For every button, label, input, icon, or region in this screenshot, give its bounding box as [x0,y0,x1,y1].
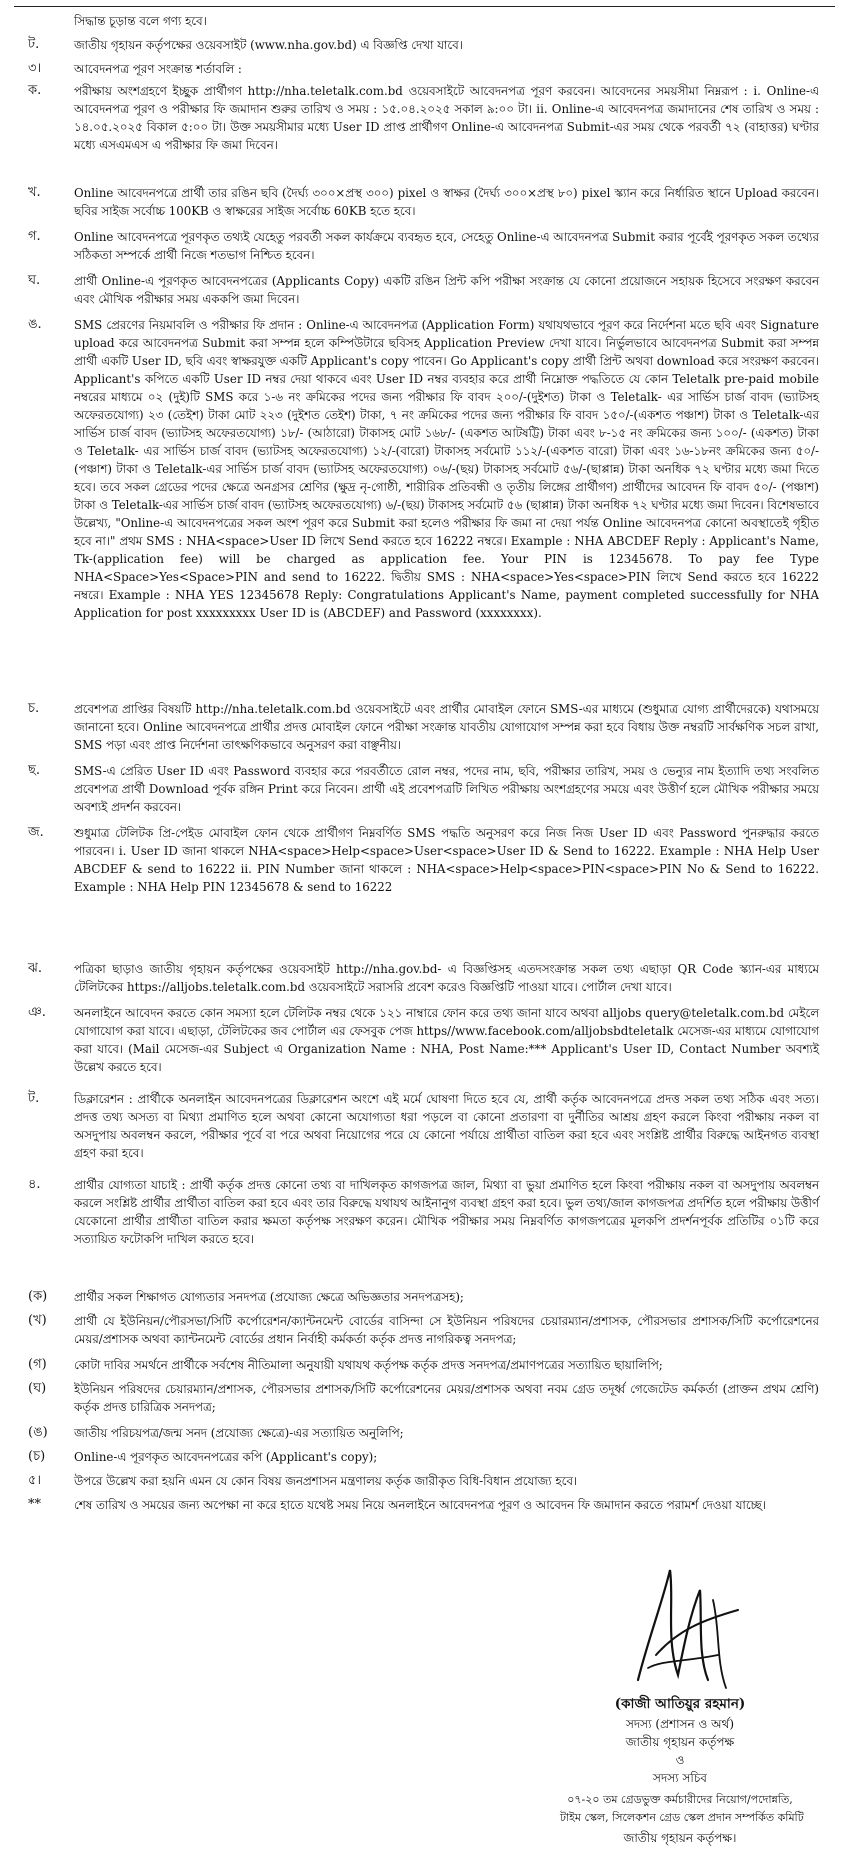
paragraph-label: ঘ. [28,273,41,288]
paragraph-text: জাতীয় গৃহায়ন কর্তৃপক্ষের ওয়েবসাইট (www.nha.gov.bd) এ বিজ্ঞপ্তি দেখা যাবে। [74,38,463,52]
paragraph [0,316,849,688]
paragraph-text: প্রার্থীর সকল শিক্ষাগত যোগ্যতার সনদপত্র (প্রযোজ্য ক্ষেত্রে অভিজ্ঞতার সনদপত্রসহ); [74,1290,464,1304]
paragraph-label: ট. [28,1091,40,1106]
paragraph-text: শুধুমাত্র টেলিটক প্রি-পেইড মোবাইল ফোন থেকে প্রার্থীগণ নিম্নবর্ণিত SMS পদ্ধতি অনুসরণ করে নিজ নিজ User ID এবং Password পুনরুদ্ধার করতে পারবেন। i. User ID জানা থাকলে NHA<space>Help<space>User<space>User ID & Send to 16222. Example : NHA Help User ABCDEF & send to 16222 ii. PIN Number জানা থাকলে : NHA<space>Help<space>PIN<space>PIN No & Send to 16222. Example : NHA Help PIN 12345678 & send to 16222 [74,826,819,894]
paragraph-text: প্রবেশপত্র প্রাপ্তির বিষয়টি http://nha.teletalk.com.bd ওয়েবসাইটে এবং প্রার্থীর মোবাইল ফোনে SMS-এর মাধ্যমে (শুধুমাত্র যোগ্য প্রার্থীদেরকে) যথাসময়ে জানানো হবে। Online আবেদনপত্রে প্রার্থীর প্রদত্ত মোবাইল ফোনে পরীক্ষা সংক্রান্ত যাবতীয় যোগাযোগ সম্পন্ন করা হবে বিধায় উক্ত নম্বরটি সার্বক্ষণিক সচল রাখা, SMS পড়া এবং প্রাপ্ত নির্দেশনা তাৎক্ষণিকভাবে অনুসরণ করা বাঞ্ছনীয়। [74,702,819,752]
paragraph [0,82,849,180]
list-item [0,1380,849,1420]
paragraph-label: ছ. [28,763,41,778]
top-rule [14,6,835,7]
paragraph-text: জাতীয় পরিচয়পত্র/জন্ম সনদ (প্রযোজ্য ক্ষেত্রে)-এর সত্যায়িত অনুলিপি; [74,1426,404,1440]
signatory-name: (কাজী আতিয়ুর রহমান) [614,1696,746,1712]
paragraph [0,1090,849,1168]
signatory-organization: জাতীয় গৃহায়ন কর্তৃপক্ষ [625,1735,735,1749]
list-item [0,1356,849,1376]
paragraph-text: অনলাইনে আবেদন করতে কোন সমস্যা হলে টেলিটক নম্বর থেকে ১২১ নাম্বারে ফোন করে তথ্য জানা যাবে অথবা alljobs query@teletalk.com.bd মেইলে যোগাযোগ করা যাবে। এছাড়া, টেলিটকের জব পোর্টাল এর ফেসবুক পেজ https//www.facebook.com/alljobsbdteletalk মেসেজ-এর মাধ্যমে যোগাযোগ করা যাবে। (Mail মেসেজ-এর Subject এ Organization Name : NHA, Post Name:*** Applicant's User ID, Contact Number অবশ্যই উল্লেখ করতে হবে। [74,1006,819,1074]
paragraph-text: প্রার্থীর যোগ্যতা যাচাই : প্রার্থী কর্তৃক প্রদত্ত কোনো তথ্য বা দাখিলকৃত কাগজপত্র জাল, মিথ্যা বা ভুয়া প্রমাণিত হলে কিংবা পরীক্ষায় নকল বা অসদুপায় অবলম্বন করলে সংশ্লিষ্ট প্রার্থীর প্রার্থীতা বাতিল করা হবে এবং তার বিরুদ্ধে যথাযথ আইনানুগ ব্যবস্থা গ্রহণ করা হবে। ভুল তথ্য/জাল কাগজপত্র প্রদর্শিত হলে পরীক্ষায় উত্তীর্ণ যেকোনো প্রার্থীর প্রার্থীতা বাতিল করার ক্ষমতা কর্তৃপক্ষ সংরক্ষণ করেন। মৌখিক পরীক্ষার সময় নিম্নবর্ণিত কাগজপত্রের মূলকপি প্রদর্শনপূর্বক প্রতিটির ০১টি করে সত্যায়িত ফটোকপি দাখিল করতে হবে। [74,1178,819,1246]
paragraph-label: ঞ. [28,1005,46,1020]
paragraph-label: ঝ. [28,961,42,976]
paragraph-text: উপরে উল্লেখ করা হয়নি এমন যে কোন বিষয় জনপ্রশাসন মন্ত্রণালয় কর্তৃক জারীকৃত বিধি-বিধান প্রযোজ্য হবে। [74,1474,578,1488]
paragraph [0,228,849,268]
paragraph-label: (চ) [28,1449,46,1464]
paragraph [0,272,849,312]
paragraph-label: (ক) [28,1289,48,1304]
paragraph [0,824,849,944]
paragraph-text: SMS প্রেরণের নিয়মাবলি ও পরীক্ষার ফি প্রদান : Online-এ আবেদনপত্র (Application Form) যথাযথভাবে পূরণ করে নির্দেশনা মতে ছবি এবং Signature upload করে আবেদনপত্র Submit করা সম্পন্ন হলে কম্পিউটারে ছবিসহ Application Preview দেখা যাবে। নির্ভুলভাবে আবেদনপত্র Submit করা সম্পন্ন প্রার্থী একটি User ID, ছবি এবং স্বাক্ষরযুক্ত একটি Applicant's copy পাবেন। Go Applicant's copy প্রার্থী প্রিন্ট অথবা download করে সংরক্ষণ করবেন। Applicant's কপিতে একটি User ID নম্বর দেয়া থাকবে এবং User ID নম্বর ব্যবহার করে প্রার্থী নিম্নোক্ত পদ্ধতিতে যে কোন Teletalk pre-paid mobile নম্বরের মাধ্যমে ০২ (দুই)টি SMS করে ১-৬ নং ক্রমিকের পদের জন্য পরীক্ষার ফি বাবদ ২০০/-(দুইশত) টাকা ও Teletalk- এর সার্ভিস চার্জ বাবদ (ভ্যাটসহ অফেরতযোগ্য) ২৩ (তেইশ) টাকা মোট ২২৩ (দুইশত তেইশ) টাকা, ৭ নং ক্রমিকের পদের জন্য পরীক্ষার ফি বাবদ ১৫০/-(একশত পঞ্চাশ) টাকা ও Teletalk-এর সার্ভিস চার্জ বাবদ (ভ্যাটসহ অফেরতযোগ্য) ১৮/- (আঠারো) টাকাসহ মোট ১৬৮/- (একশত আটষট্টি) টাকা এবং ৮-১৫ নং ক্রমিকের জন্য ১০০/- (একশত) টাকা ও Teletalk- এর সার্ভিস চার্জ বাবদ (ভ্যাটসহ অফেরতযোগ্য) ১২/-(বারো) টাকাসহ সর্বমোট ১১২/-(একশত বারো) টাকা এবং ১৬-১৮নং ক্রমিকের জন্য ৫০/- (পঞ্চাশ) টাকা ও Teletalk-এর সার্ভিস চার্জ বাবদ (ভ্যাটসহ অফেরতযোগ্য) ০৬/-(ছয়) টাকাসহ সর্বমোট ৫৬/-(ছাপ্পান্ন) টাকা অনধিক ৭২ ঘণ্টার মধ্যে জমা দিতে হবে। তবে সকল গ্রেডের পদের ক্ষেত্রে অনগ্রসর শ্রেণির (ক্ষুদ্র নৃ-গোষ্ঠী, শারীরিক প্রতিবন্ধী ও তৃতীয় লিঙ্গের প্রার্থীগণ) প্রার্থীদের আবেদন ফি বাবদ ৫০/- (পঞ্চাশ) টাকা ও Teletalk-এর সার্ভিস চার্জ বাবদ (ভ্যাটসহ অফেরতযোগ্য) ৬/-(ছয়) টাকাসহ সর্বমোট ৫৬ (ছাপ্পান্ন) টাকা অনধিক ৭২ ঘণ্টার মধ্যে জমা দিবেন। বিশেষভাবে উল্লেখ্য, "Online-এ আবেদনপত্রের সকল অংশ পূরণ করে Submit করা হলেও পরীক্ষার ফি জমা না দেয়া পর্যন্ত Online আবেদনপত্র কোনো অবস্থাতেই গৃহীত হবে না।" প্রথম SMS : NHA<space>User ID লিখে Send করতে হবে 16222 নম্বরে। Example : NHA ABCDEF Reply : Applicant's Name, Tk-(application fee) will be charged as application fee. Your PIN is 12345678. To pay fee Type NHA<Space>Yes<Space>PIN and send to 16222. দ্বিতীয় SMS : NHA<space>Yes<space>PIN লিখে Send করতে হবে 16222 নম্বরে। Example : NHA YES 12345678 Reply: Congratulations Applicant's Name, payment completed successfully for NHA Application for post xxxxxxxxx User ID is (ABCDEF) and Password (xxxxxxxx). [74,318,819,620]
paragraph-text: Online আবেদনপত্রে প্রার্থী তার রঙিন ছবি (দৈর্ঘ্য ৩০০×প্রস্থ ৩০০) pixel ও স্বাক্ষর (দৈর্ঘ্য ৩০০×প্রস্থ ৮০) pixel স্ক্যান করে নির্ধারিত স্থানে Upload করবেন। ছবির সাইজ সর্বোচ্চ 100KB ও স্বাক্ষরের সাইজ সর্বোচ্চ 60KB হতে হবে। [74,186,819,218]
paragraph-text: প্রার্থী Online-এ পূরণকৃত আবেদনপত্রের (Applicants Copy) একটি রঙিন প্রিন্ট কপি পরীক্ষা সংক্রান্ত যে কোনো প্রয়োজনে সহায়ক হিসেবে সংরক্ষণ করবেন এবং মৌখিক পরীক্ষার সময় এককপি জমা দিবেন। [74,274,819,306]
paragraph [0,1472,849,1492]
paragraph-text: Online-এ পূরণকৃত আবেদনপত্রের কপি (Applicant's copy); [74,1450,378,1464]
paragraph-label: ৩। [28,61,42,76]
paragraph [0,1496,849,1536]
committee-line-2: টাইম স্কেল, সিলেকশন গ্রেড স্কেল প্রদান সম্পর্কিত কমিটি [560,1811,804,1824]
paragraph-text: পরীক্ষায় অংশগ্রহণে ইচ্ছুক প্রার্থীগণ http://nha.teletalk.com.bd ওয়েবসাইটে আবেদনপত্র পূরণ করবেন। আবেদনের সময়সীমা নিম্নরূপ : i. Online-এ আবেদনপত্র পূরণ ও পরীক্ষার ফি জমাদান শুরুর তারিখ ও সময় : ১৫.০৪.২০২৫ সকাল ৯:০০ টা। ii. Online-এ আবেদনপত্র জমাদানের শেষ তারিখ ও সময় : ১৪.০৫.২০২৫ বিকাল ৫:০০ টা। উক্ত সময়সীমার মধ্যে User ID প্রাপ্ত প্রার্থীগণ Online-এ আবেদনপত্র Submit-এর সময় থেকে পরবর্তী ৭২ (বাহাত্তর) ঘণ্টার মধ্যে এসএমএস এ পরীক্ষার ফি জমা দিবেন। [74,84,819,152]
paragraph-text: পত্রিকা ছাড়াও জাতীয় গৃহায়ন কর্তৃপক্ষের ওয়েবসাইট http://nha.gov.bd- এ বিজ্ঞপ্তিসহ এতদসংক্রান্ত সকল তথ্য এছাড়া QR Code স্ক্যান-এর মাধ্যমে টেলিটকের https://alljobs.teletalk.com.bd ওয়েবসাইটে সরাসরি প্রবেশ করেও বিজ্ঞপ্তিটি পাওয়া যাবে। পোর্টাল দেখা যাবে। [74,962,819,994]
paragraph-text: প্রার্থী যে ইউনিয়ন/পৌরসভা/সিটি কর্পোরেশন/ক্যান্টনমেন্ট বোর্ডের বাসিন্দা সে ইউনিয়ন পরিষদের চেয়ারম্যান/প্রশাসক, পৌরসভার প্রশাসক/সিটি কর্পোরেশনের মেয়র/প্রশাসক অথবা ক্যান্টনমেন্ট বোর্ডের প্রধান নির্বাহী কর্মকর্তা কর্তৃক প্রদত্ত নাগরিকত্ব সনদপত্র; [74,1314,819,1346]
paragraph-label: গ. [28,229,41,244]
paragraph-text: শেষ তারিখ ও সময়ের জন্য অপেক্ষা না করে হাতে যথেষ্ট সময় নিয়ে অনলাইনে আবেদনপত্র পূরণ ও আবেদন ফি জমাদান করতে পরামর্শ দেওয়া যাচ্ছে। [74,1498,766,1512]
paragraph-label: চ. [28,701,40,716]
signature-block [560,1555,804,1855]
paragraph-text: ডিক্লারেশন : প্রার্থীকে অনলাইন আবেদনপত্রের ডিক্লারেশন অংশে এই মর্মে ঘোষণা দিতে হবে যে, প্রার্থী কর্তৃক আবেদনপত্রে প্রদত্ত সকল তথ্য সঠিক এবং সত্য। প্রদত্ত তথ্য অসত্য বা মিথ্যা প্রমাণিত হলে অথবা কোনো অযোগ্যতা ধরা পড়লে বা কোনো প্রতারণা বা দুর্নীতির আশ্রয় গ্রহণ করলে কিংবা পরীক্ষায় নকল বা অসদুপায় অবলম্বন করলে, পরীক্ষার পূর্বে বা পরে অথবা নিয়োগের পরে যে কোনো পর্যায়ে প্রার্থীতা বাতিল করা হবে এবং সংশ্লিষ্ট প্রার্থীর বিরুদ্ধে আইনগত ব্যবস্থা গ্রহণ করা হবে। [74,1092,819,1160]
paragraph [0,36,849,56]
paragraph [0,184,849,224]
paragraph-label: ** [28,1497,41,1512]
paragraph-label: ৫। [28,1473,42,1488]
section-heading [0,60,849,80]
paragraph [0,960,849,1000]
paragraph-label: জ. [28,825,44,840]
list-item [0,1424,849,1444]
paragraph-label: খ. [28,185,41,200]
paragraph [0,1004,849,1082]
signatory-conjunction: ও [675,1753,685,1767]
list-item [0,1312,849,1352]
paragraph-text: Online আবেদনপত্রে পূরণকৃত তথ্যই যেহেতু পরবর্তী সকল কার্যক্রমে ব্যবহৃত হবে, সেহেতু Online-এ আবেদনপত্র Submit করার পূর্বেই পূরণকৃত সকল তথ্যের সঠিকতা সম্পর্কে প্রার্থী নিজে শতভাগ নিশ্চিত হবেন। [74,230,819,262]
signatory-title-2: সদস্য সচিব [653,1771,707,1785]
paragraph-label: (গ) [28,1357,47,1372]
paragraph-label: ক. [28,83,42,98]
signatory-title: সদস্য (প্রশাসন ও অর্থ) [625,1717,735,1731]
paragraph [0,12,849,32]
paragraph-text: SMS-এ প্রেরিত User ID এবং Password ব্যবহার করে পরবর্তীতে রোল নম্বর, পদের নাম, ছবি, পরীক্ষার তারিখ, সময় ও ভেন্যুর নাম ইত্যাদি তথ্য সংবলিত প্রবেশপত্র প্রার্থী Download পূর্বক রঙ্গিন Print করে নিবেন। প্রার্থী এই প্রবেশপত্রটি লিখিত পরীক্ষায় অংশগ্রহণের সময়ে এবং উত্তীর্ণ হলে মৌখিক পরীক্ষার সময়ে অবশ্যই প্রদর্শন করবেন। [74,764,819,814]
list-item [0,1448,849,1468]
paragraph-label: (ঙ) [28,1425,48,1440]
paragraph-text: আবেদনপত্র পূরণ সংক্রান্ত শর্তাবলি : [74,62,242,76]
paragraph-text: কোটা দাবির সমর্থনে প্রার্থীকে সর্বশেষ নীতিমালা অনুযায়ী যথাযথ কর্তৃপক্ষ কর্তৃক প্রদত্ত সনদপত্র/প্রমাণপত্রের সত্যায়িত ছায়ালিপি; [74,1358,663,1372]
paragraph-label: ৪. [28,1177,41,1192]
paragraph [0,1176,849,1284]
paragraph [0,700,849,756]
paragraph-text: সিদ্ধান্ত চূড়ান্ত বলে গণ্য হবে। [74,14,207,28]
committee-line-1: ০৭-২০ তম গ্রেডভুক্ত কর্মচারীদের নিয়োগ/পদোন্নতি, [567,1793,793,1806]
paragraph-label: (ঘ) [28,1381,47,1396]
paragraph-label: (খ) [28,1313,47,1328]
handwritten-signature [608,1560,758,1695]
paragraph-label: ট. [28,37,40,52]
list-item [0,1288,849,1308]
paragraph-label: ঙ. [28,317,42,332]
paragraph [0,762,849,818]
paragraph-text: ইউনিয়ন পরিষদের চেয়ারম্যান/প্রশাসক, পৌরসভার প্রশাসক/সিটি কর্পোরেশনের মেয়র/প্রশাসক অথবা নবম গ্রেড তদূর্ধ্ব গেজেটেড কর্মকর্তা (প্রাক্তন প্রথম শ্রেণি) কর্তৃক প্রদত্ত চারিত্রিক সনদপত্র; [74,1382,819,1414]
committee-organization: জাতীয় গৃহায়ন কর্তৃপক্ষ। [623,1831,737,1845]
